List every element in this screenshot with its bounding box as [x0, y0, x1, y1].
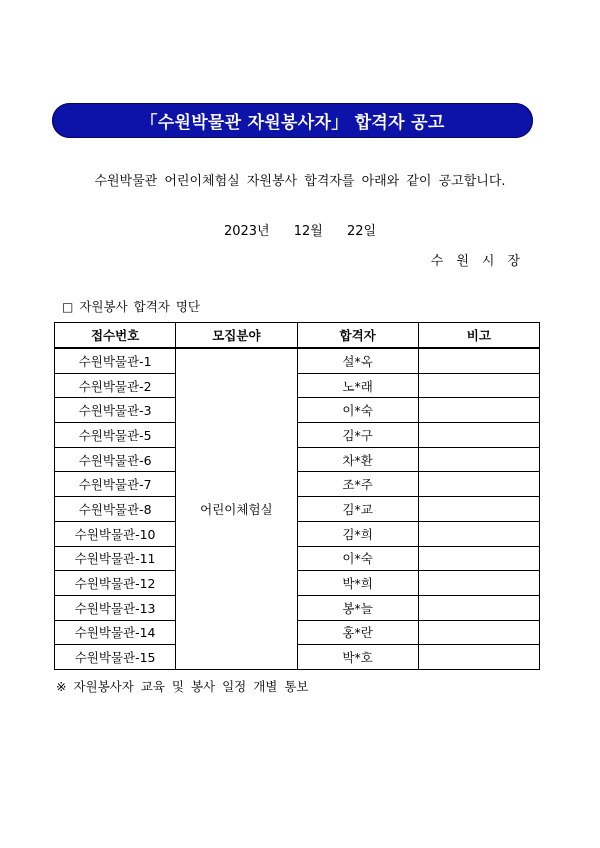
receipt-number-cell: 수원박물관-15	[55, 645, 176, 670]
receipt-number-cell: 수원박물관-7	[55, 472, 176, 497]
applicant-name-cell: 이*숙	[297, 398, 418, 423]
receipt-number-cell: 수원박물관-2	[55, 373, 176, 398]
table-row	[55, 595, 540, 620]
receipt-number-cell: 수원박물관-12	[55, 571, 176, 596]
page-title: 「수원박물관 자원봉사자」 합격자 공고	[140, 113, 445, 133]
table-row	[55, 571, 540, 596]
table-row	[55, 423, 540, 448]
applicant-name-cell: 김*구	[297, 423, 418, 448]
applicant-name-cell: 설*옥	[297, 348, 418, 373]
applicant-name-cell: 박*희	[297, 571, 418, 596]
table-row	[55, 348, 540, 373]
table-row	[55, 620, 540, 645]
table-row	[55, 546, 540, 571]
receipt-number-cell: 수원박물관-13	[55, 595, 176, 620]
receipt-number-cell: 수원박물관-6	[55, 447, 176, 472]
receipt-number-cell: 수원박물관-10	[55, 521, 176, 546]
applicant-name-cell: 차*환	[297, 447, 418, 472]
applicant-name-cell: 조*주	[297, 472, 418, 497]
table-row	[55, 398, 540, 423]
applicant-name-cell: 홍*란	[297, 620, 418, 645]
remarks-cell	[418, 571, 539, 596]
applicant-name-cell: 노*래	[297, 373, 418, 398]
applicant-name-cell: 김*교	[297, 497, 418, 522]
section-title: 자원봉사 합격자 명단	[79, 299, 200, 314]
header-applicant: 합격자	[297, 323, 418, 349]
remarks-cell	[418, 447, 539, 472]
header-receipt-number: 접수번호	[55, 323, 176, 349]
table-row	[55, 447, 540, 472]
remarks-cell	[418, 348, 539, 373]
header-remarks: 비고	[418, 323, 539, 349]
receipt-number-cell: 수원박물관-5	[55, 423, 176, 448]
issuer: 수원시장	[430, 254, 533, 269]
table-row	[55, 497, 540, 522]
checkbox-square-icon: □	[62, 300, 74, 314]
receipt-number-cell: 수원박물관-11	[55, 546, 176, 571]
table-header-row	[55, 323, 540, 349]
section-heading	[62, 297, 200, 315]
remarks-cell	[418, 497, 539, 522]
announcement-date: 2023년 12월 22일	[223, 224, 377, 239]
field-cell: 어린이체험실	[176, 348, 297, 669]
footnote: ※ 자원봉사자 교육 및 봉사 일정 개별 통보	[56, 679, 309, 694]
table-row	[55, 373, 540, 398]
applicant-name-cell: 박*호	[297, 645, 418, 670]
applicant-table	[54, 322, 540, 670]
receipt-number-cell: 수원박물관-1	[55, 348, 176, 373]
remarks-cell	[418, 645, 539, 670]
applicant-name-cell: 김*희	[297, 521, 418, 546]
receipt-number-cell: 수원박물관-3	[55, 398, 176, 423]
receipt-number-cell: 수원박물관-8	[55, 497, 176, 522]
table-row	[55, 645, 540, 670]
table-row	[55, 472, 540, 497]
title-banner	[52, 103, 533, 138]
remarks-cell	[418, 373, 539, 398]
remarks-cell	[418, 521, 539, 546]
header-field: 모집분야	[176, 323, 297, 349]
table-row	[55, 521, 540, 546]
remarks-cell	[418, 423, 539, 448]
receipt-number-cell: 수원박물관-14	[55, 620, 176, 645]
remarks-cell	[418, 398, 539, 423]
remarks-cell	[418, 595, 539, 620]
applicant-name-cell: 봉*늘	[297, 595, 418, 620]
remarks-cell	[418, 620, 539, 645]
remarks-cell	[418, 546, 539, 571]
remarks-cell	[418, 472, 539, 497]
intro-text: 수원박물관 어린이체험실 자원봉사 합격자를 아래와 같이 공고합니다.	[94, 174, 506, 189]
applicant-name-cell: 이*숙	[297, 546, 418, 571]
